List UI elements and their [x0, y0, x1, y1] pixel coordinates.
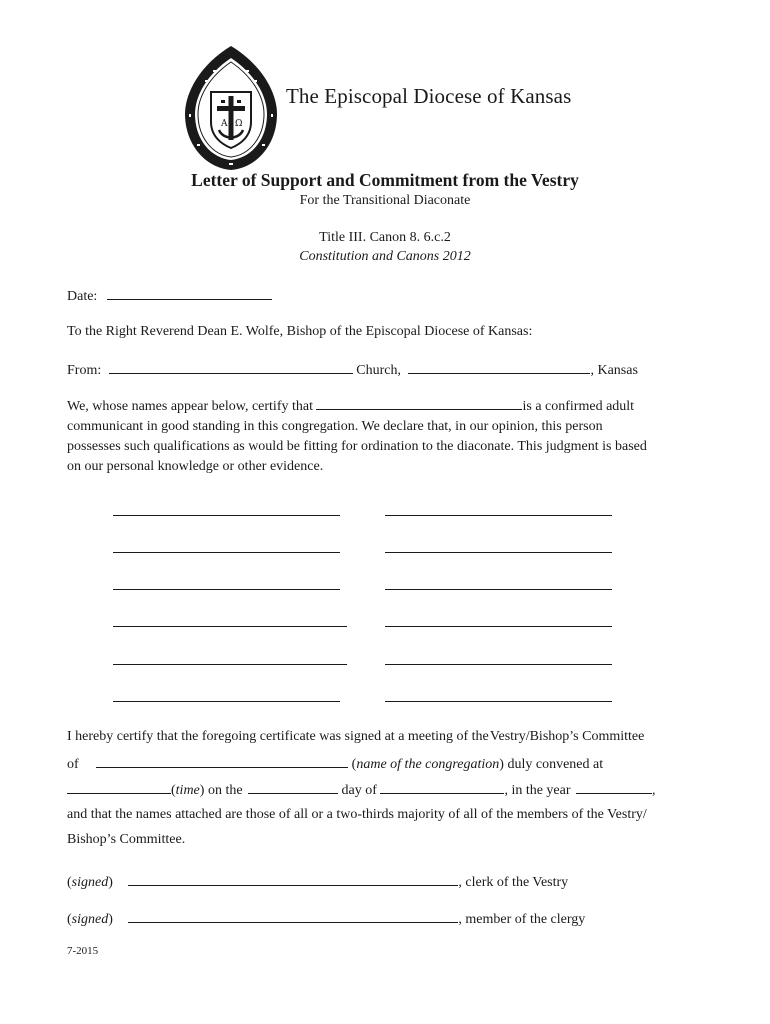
from-label: From:	[67, 363, 102, 378]
candidate-name-field[interactable]	[316, 397, 522, 410]
certify-text-5: on our personal knowledge or other evidence.	[67, 459, 324, 474]
duly-convened-text: ) duly convened at	[499, 757, 604, 772]
certify-text-1: We, whose names appear below, certify that	[67, 399, 313, 414]
church-city-field[interactable]	[408, 361, 590, 374]
vestry-signature-line[interactable]	[385, 552, 612, 553]
date-row	[67, 287, 272, 305]
time-hint: time	[175, 783, 200, 798]
vestry-signature-line[interactable]	[385, 515, 612, 516]
date-label: Date:	[67, 289, 98, 304]
date-field[interactable]	[107, 287, 272, 300]
certificate-line-3: (time) on the day of , in the year ,	[67, 781, 656, 799]
clergy-signature-row: (signed) , member of the clergy	[67, 912, 586, 927]
salutation: To the Right Reverend Dean E. Wolfe, Bishop of the Episcopal Diocese of Kansas:	[67, 324, 533, 339]
document-title: Letter of Support and Commitment from the Vestry	[191, 170, 579, 190]
time-field[interactable]	[67, 781, 171, 794]
in-the-year-text: , in the year	[504, 783, 571, 798]
vestry-signature-line[interactable]	[113, 552, 340, 553]
vestry-signature-line[interactable]	[385, 626, 612, 627]
signed-label: signed	[71, 875, 109, 890]
congregation-hint: name of the congregation	[356, 757, 500, 772]
clerk-signature-row: (signed) , clerk of the Vestry	[67, 875, 569, 890]
vestry-signature-line[interactable]	[113, 515, 340, 516]
from-row	[67, 361, 638, 379]
day-of-text: day of	[341, 783, 377, 798]
day-field[interactable]	[248, 781, 338, 794]
from-field[interactable]	[109, 361, 353, 374]
seal-omega-glyph: Ω	[235, 119, 243, 129]
month-field[interactable]	[380, 781, 504, 794]
congregation-name-field[interactable]	[96, 755, 348, 768]
certificate-line-5: Bishop’s Committee.	[67, 832, 186, 847]
canon-reference: Title III. Canon 8. 6.c.2	[319, 230, 451, 245]
clergy-signature-field[interactable]	[128, 910, 458, 923]
certification-paragraph	[67, 397, 707, 477]
year-field[interactable]	[576, 781, 652, 794]
clerk-signature-field[interactable]	[128, 873, 458, 886]
seal-alpha-glyph: A	[221, 119, 228, 129]
church-label: Church,	[356, 363, 401, 378]
clergy-label: , member of the clergy	[458, 912, 586, 927]
certify-text-2: is a confirmed adult	[522, 399, 635, 414]
vestry-signature-line[interactable]	[113, 701, 340, 702]
certificate-line-1: I hereby certify that the foregoing certificate was signed at a meeting of the Vestry/Bishop’s Committee	[67, 729, 645, 744]
clerk-label: , clerk of the Vestry	[458, 875, 569, 890]
vestry-signature-line[interactable]	[113, 589, 340, 590]
vestry-signature-line[interactable]	[113, 664, 347, 665]
organization-name: The Episcopal Diocese of Kansas	[286, 84, 572, 108]
document-subtitle: For the Transitional Diaconate	[299, 193, 471, 208]
form-revision-code: 7-2015	[67, 945, 99, 957]
trailing-comma: ,	[652, 783, 656, 798]
on-the-text: ) on the	[199, 783, 243, 798]
diocese-seal-logo	[183, 44, 279, 172]
certify-text-3: communicant in good standing in this congregation. We declare that, in our opinion, this person	[67, 419, 603, 434]
certificate-line-2: of (name of the congregation) duly convened at	[67, 757, 604, 772]
certificate-line-4: and that the names attached are those of all or a two-thirds majority of all of the members of the Vestry/	[67, 807, 647, 822]
state-label: , Kansas	[590, 363, 638, 378]
canon-source: Constitution and Canons 2012	[299, 249, 471, 264]
signed-label: signed	[71, 912, 109, 927]
vestry-signature-line[interactable]	[385, 589, 612, 590]
vestry-signature-line[interactable]	[113, 626, 347, 627]
of-label: of	[67, 757, 79, 772]
vestry-signature-line[interactable]	[385, 664, 612, 665]
certify-text-4: possesses such qualifications as would be fitting for ordination to the diaconate. This judgment is based	[67, 439, 647, 454]
vestry-signature-line[interactable]	[385, 701, 612, 702]
